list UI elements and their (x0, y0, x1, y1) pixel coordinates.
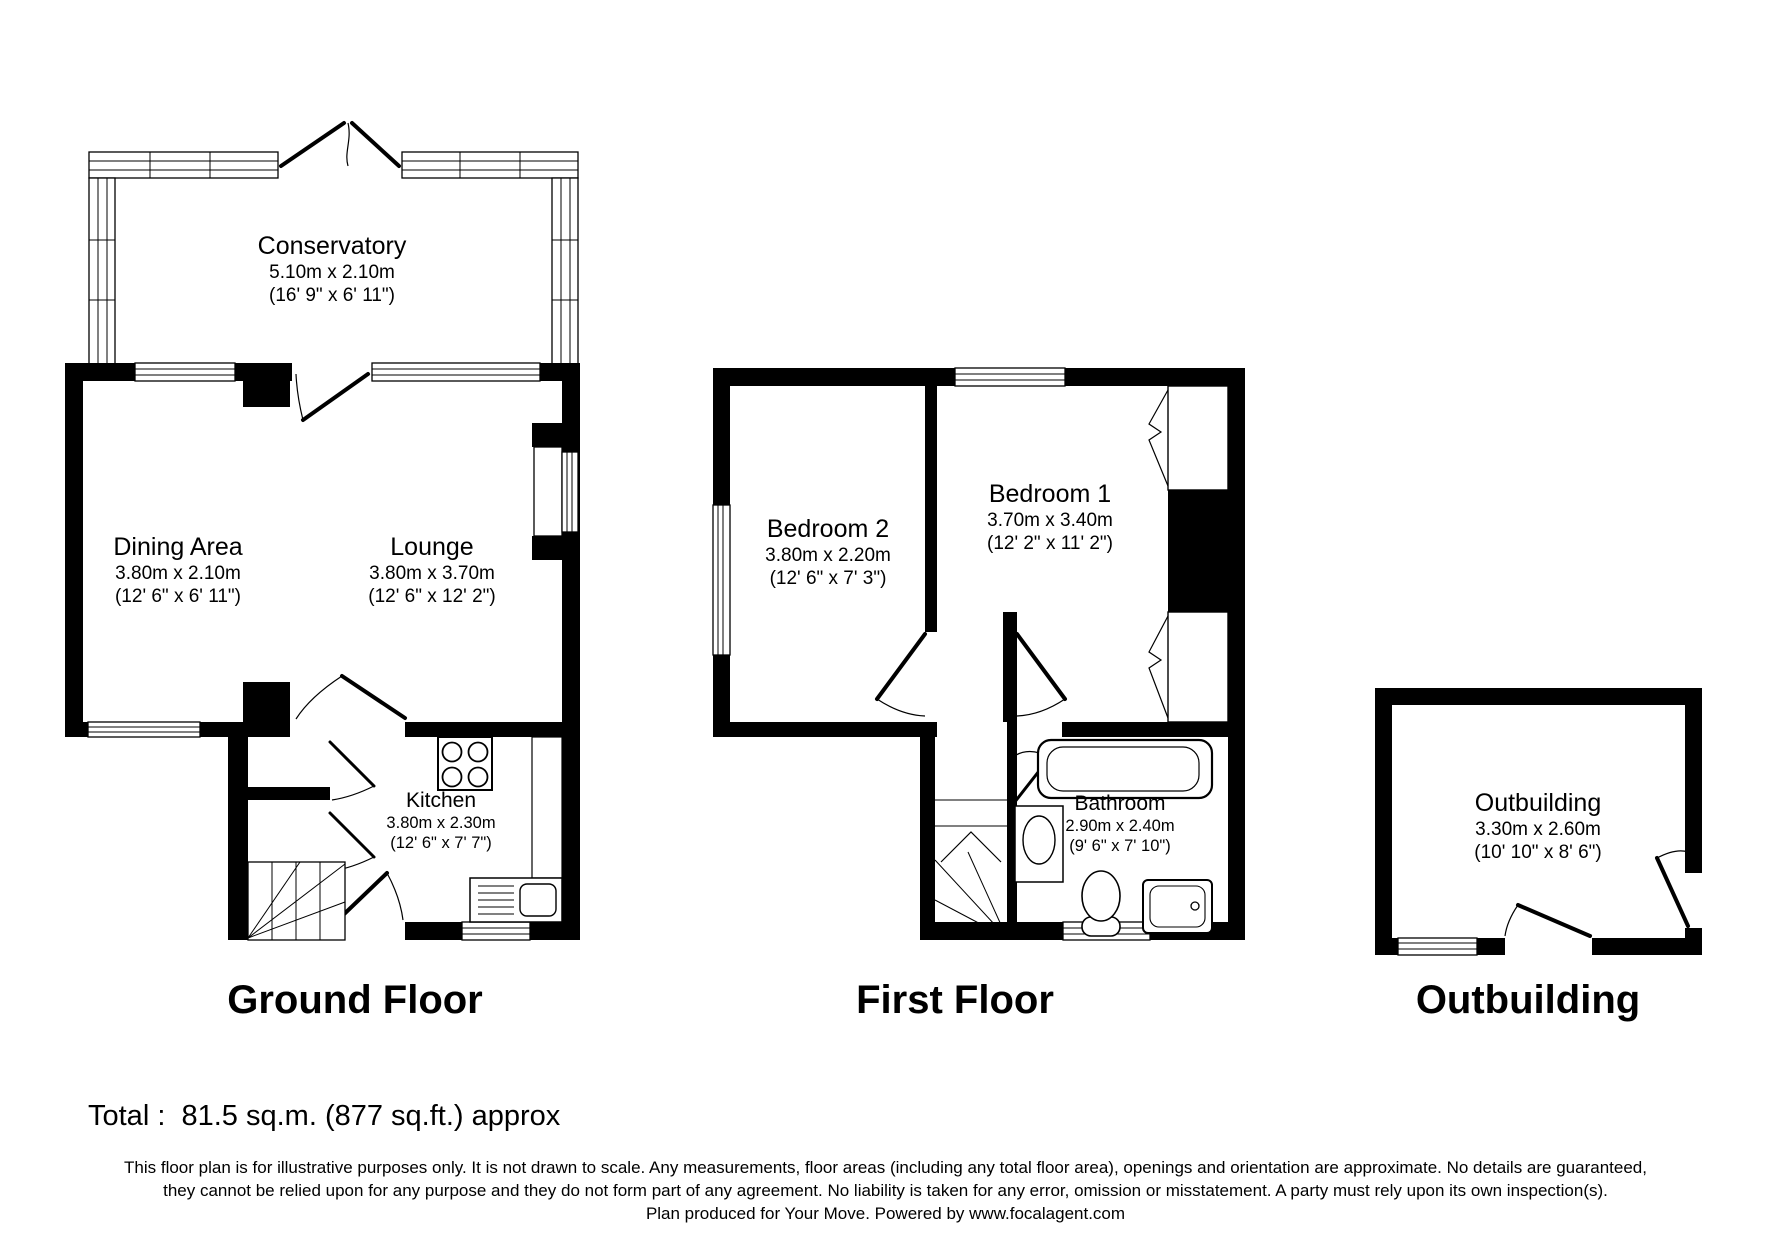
bifold-door-icon (1149, 390, 1168, 486)
window (402, 152, 578, 178)
disclaimer-text (0, 1156, 1771, 1225)
kitchen-counter (532, 737, 562, 878)
room-name: Conservatory (257, 232, 407, 260)
room-size-imperial: (9' 6" x 7' 10") (1069, 837, 1171, 856)
room-size-metric: 3.80m x 2.30m (386, 814, 496, 833)
outbuilding-windows (1398, 938, 1477, 955)
door-arc (1017, 699, 1065, 716)
door-arc (877, 699, 925, 716)
room-size-metric: 3.80m x 3.70m (369, 562, 495, 584)
stairs (248, 862, 345, 940)
bedroom1-label (987, 480, 1113, 555)
bedroom2-label (765, 515, 891, 590)
hob-icon (438, 737, 492, 790)
room-size-imperial: (16' 9" x 6' 11") (268, 284, 396, 306)
outbuilding-title: Outbuilding (1415, 978, 1641, 1022)
room-name: Dining Area (113, 533, 243, 561)
ground-floor-windows (88, 363, 540, 940)
room-size-imperial: (12' 6" x 6' 11") (114, 585, 241, 607)
total-area-text: Total : 81.5 sq.m. (877 sq.ft.) approx (88, 1100, 561, 1132)
door-arc (296, 374, 303, 420)
room-size-metric: 3.80m x 2.10m (115, 562, 241, 584)
toilet-icon (1082, 871, 1120, 936)
room-name: Bathroom (1074, 792, 1166, 815)
lounge-kitchen-door-icon (296, 676, 405, 719)
front-door-icon (340, 873, 403, 920)
conservatory-door-icon (296, 374, 368, 420)
window (372, 363, 540, 381)
conservatory-label (258, 232, 407, 307)
door-arc (332, 786, 374, 800)
stairs (935, 800, 1007, 938)
shower-icon (1143, 880, 1212, 933)
window (135, 363, 235, 381)
door-arc (387, 873, 403, 920)
outbuilding-label (1474, 789, 1601, 864)
room-name: Outbuilding (1474, 789, 1602, 817)
room-size-metric: 5.10m x 2.10m (269, 261, 395, 283)
lounge-label (368, 533, 495, 608)
disclaimer-line-3: Plan produced for Your Move. Powered by www.focalagent.com (645, 1204, 1126, 1223)
chimney-breast (243, 381, 290, 407)
room-size-imperial: (12' 6" x 7' 3") (769, 567, 887, 589)
room-size-metric: 3.30m x 2.60m (1475, 818, 1601, 840)
french-doors-icon (281, 123, 399, 166)
cupboard-door-icon (330, 742, 374, 800)
window (562, 452, 578, 532)
room-size-metric: 2.90m x 2.40m (1065, 817, 1175, 836)
bedroom2-door-icon (877, 634, 925, 716)
dining-area-label (113, 533, 242, 608)
window (1398, 938, 1477, 955)
chimney-breast (243, 682, 290, 737)
room-size-imperial: (10' 10" x 8' 6") (1474, 841, 1602, 863)
window (88, 722, 200, 737)
window (89, 178, 115, 365)
room-size-imperial: (12' 2" x 11' 2") (986, 532, 1114, 554)
door-arc (296, 676, 342, 719)
room-size-imperial: (12' 6" x 12' 2") (368, 585, 496, 607)
room-name: Lounge (390, 533, 474, 561)
first-floor-doors (877, 634, 1065, 803)
basin-icon (1015, 806, 1063, 882)
outbuilding-door-icon (1505, 905, 1590, 936)
window (462, 922, 530, 940)
window (713, 505, 730, 655)
bedroom1-door-icon (1017, 634, 1065, 716)
ground-floor-title: Ground Floor (227, 978, 483, 1022)
kitchen-label (386, 789, 495, 853)
window (89, 152, 278, 178)
sink-icon (470, 878, 562, 922)
bifold-door-icon (1149, 616, 1168, 718)
door-arc (1657, 851, 1688, 858)
room-size-metric: 3.70m x 3.40m (987, 509, 1113, 531)
window (955, 368, 1065, 386)
room-name: Kitchen (405, 789, 477, 812)
ground-floor-walls (65, 363, 580, 940)
disclaimer-line-2: they cannot be relied upon for any purpose and they do not form part of any agreement. No liability is taken for any error, omission or misstatement. A party must rely upon its own inspection(s). (163, 1181, 1608, 1200)
window (552, 178, 578, 365)
door-arc (1505, 905, 1518, 936)
disclaimer-line-1: This floor plan is for illustrative purposes only. It is not drawn to scale. Any measurements, floor areas (including any total floor area), openings and orientation are approximate. No details are guaranteed, (124, 1158, 1647, 1177)
room-name: Bedroom 2 (766, 515, 890, 543)
room-size-imperial: (12' 6" x 7' 7") (390, 834, 492, 853)
room-size-metric: 3.80m x 2.20m (765, 544, 891, 566)
first-floor-title: First Floor (856, 978, 1054, 1022)
room-name: Bedroom 1 (988, 480, 1112, 508)
bathroom-label (1065, 792, 1174, 856)
outbuilding-side-door-icon (1657, 851, 1688, 926)
bath-icon (1038, 740, 1212, 798)
